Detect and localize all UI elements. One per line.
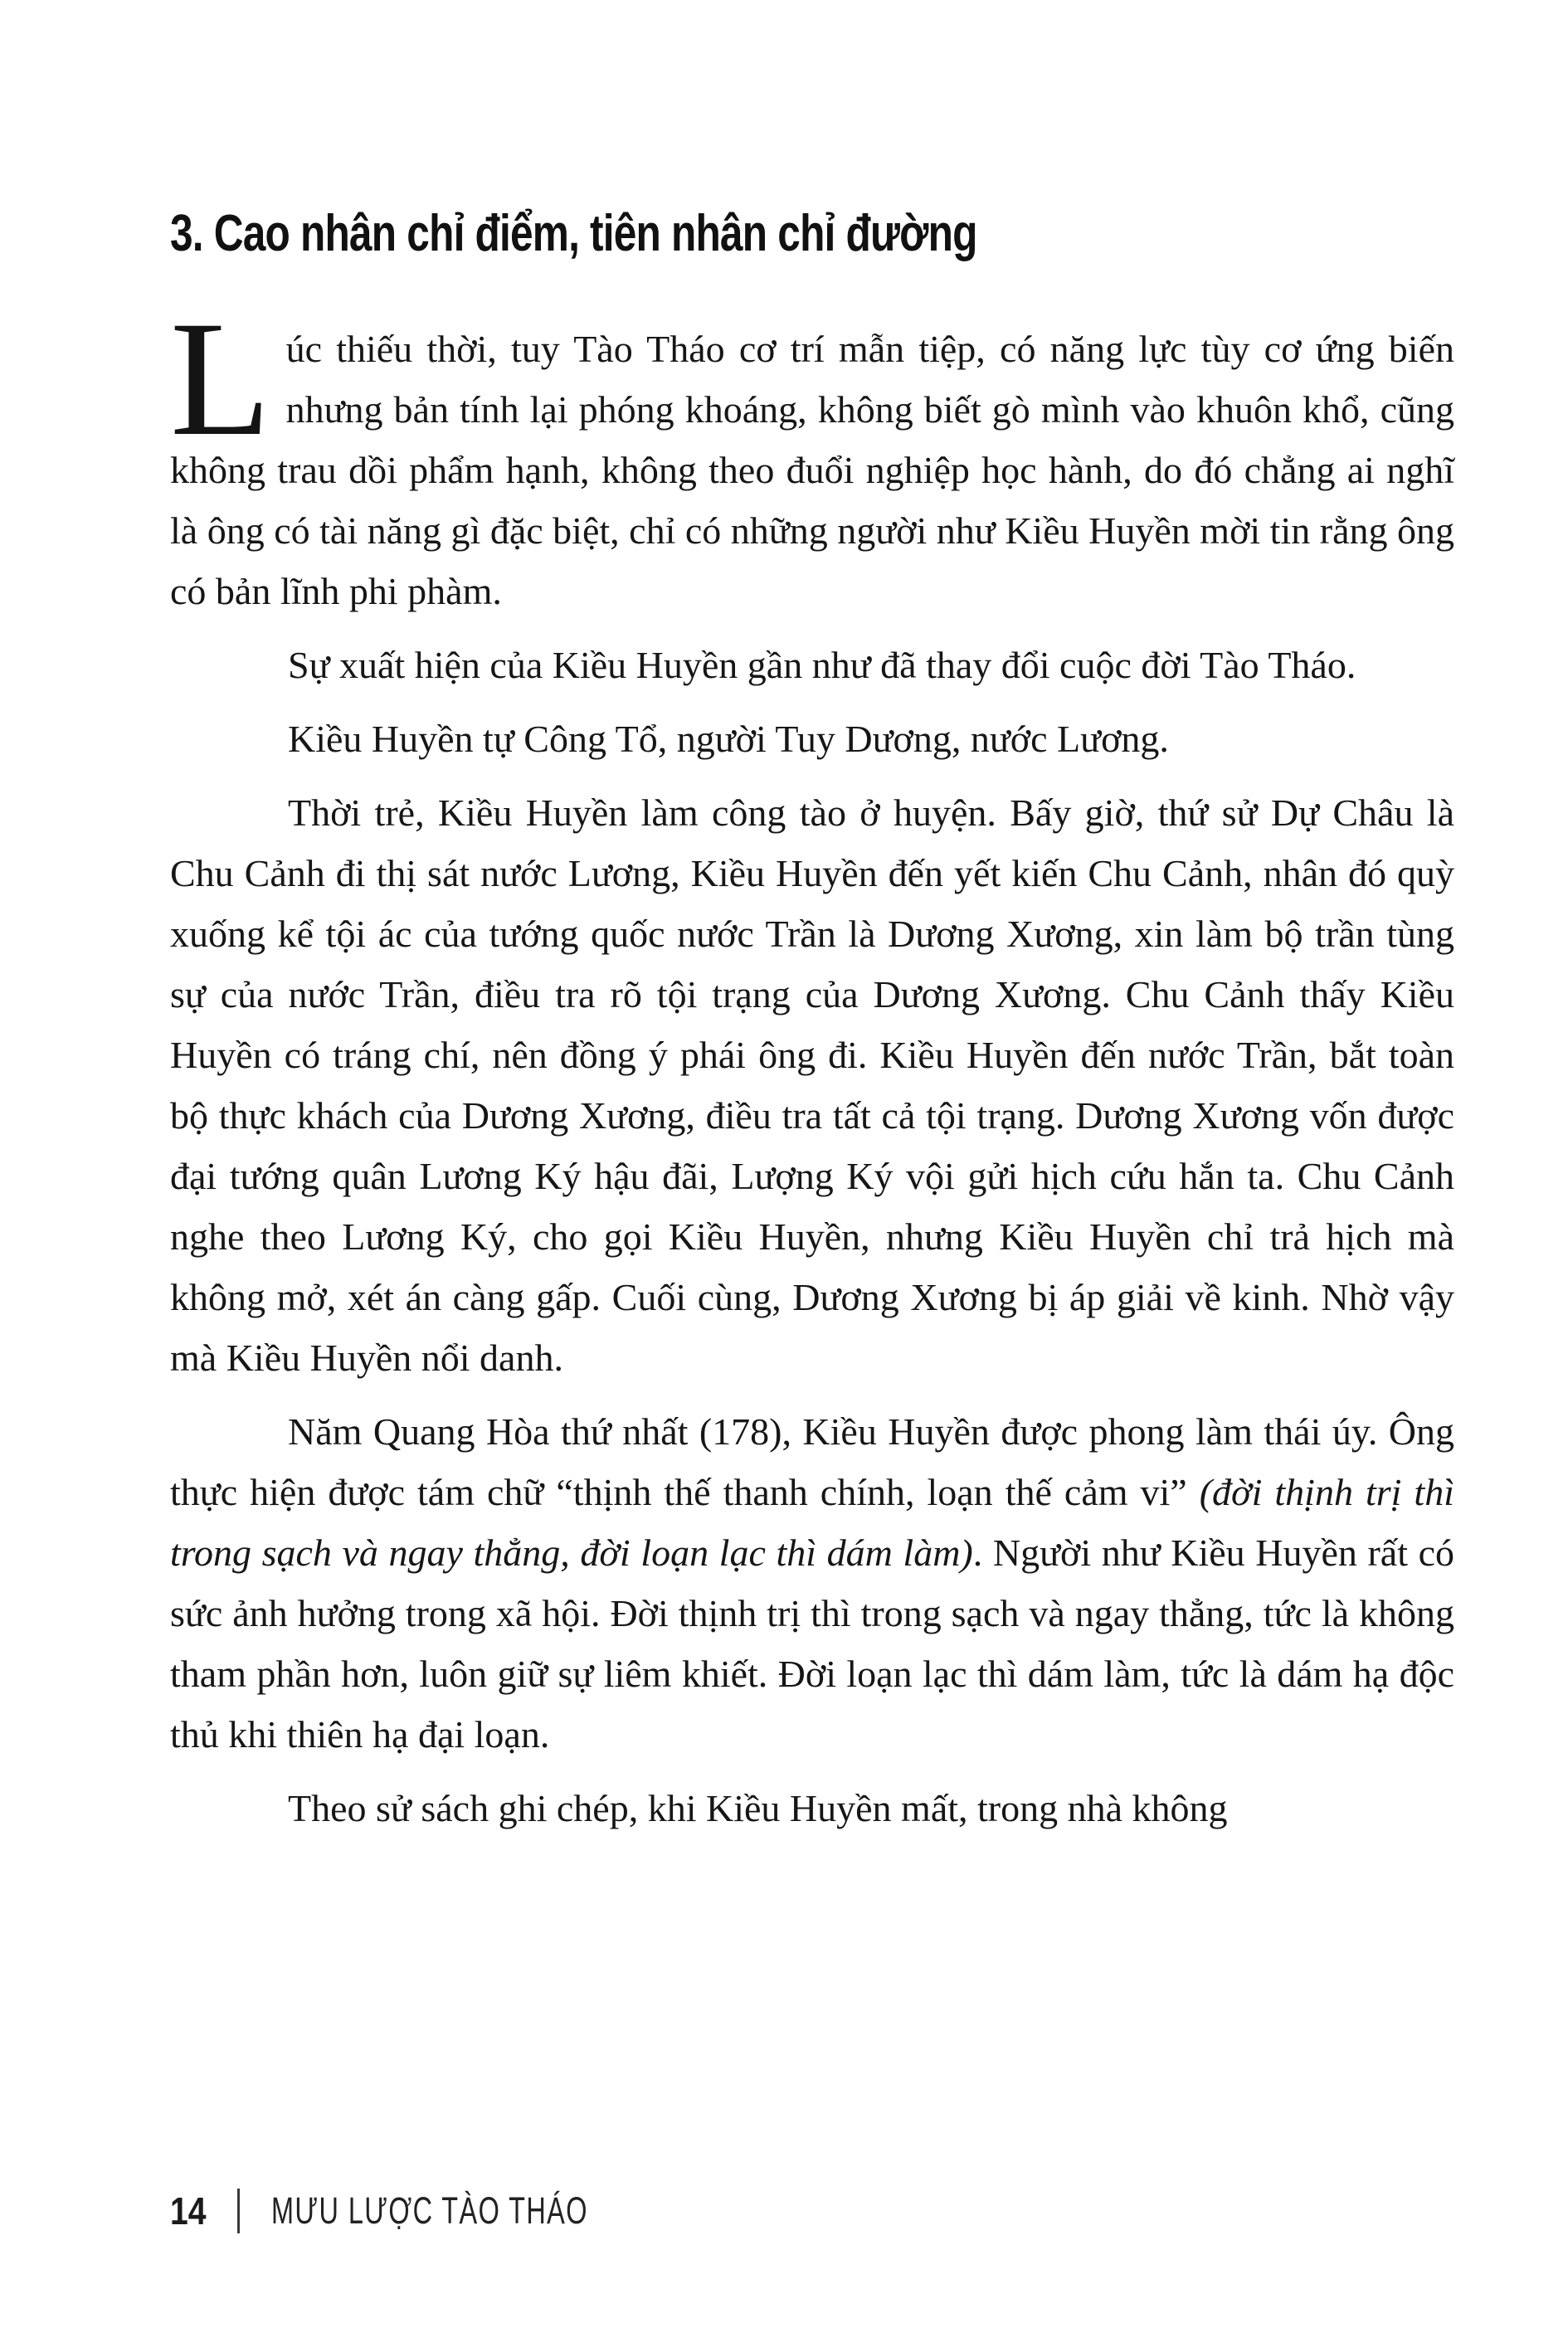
paragraph bbox=[170, 288, 1454, 621]
paragraph-text: Theo sử sách ghi chép, khi Kiều Huyền mất, trong nhà không bbox=[288, 1787, 1228, 1830]
paragraph bbox=[170, 635, 1454, 695]
paragraph-text: Kiều Huyền tự Công Tổ, người Tuy Dương, nước Lương. bbox=[288, 718, 1169, 761]
page-footer bbox=[170, 2189, 712, 2233]
paragraph-text: Thời trẻ, Kiều Huyền làm công tào ở huyện. Bấy giờ, thứ sử Dự Châu là Chu Cảnh đi thị sát nước Lương, Kiều Huyền đến yết kiến Chu Cảnh, nhân đó quỳ xuống kể tội ác của tướng quốc nước Trần là Dương Xương, xin làm bộ trần tùng sự của nước Trần, điều tra rõ tội trạng của Dương Xương. Chu Cảnh thấy Kiều Huyền có tráng chí, nên đồng ý phái ông đi. Kiều Huyền đến nước Trần, bắt toàn bộ thực khách của Dương Xương, điều tra tất cả tội trạng. Dương Xương vốn được đại tướng quân Lương Ký hậu đãi, Lượng Ký vội gửi hịch cứu hắn ta. Chu Cảnh nghe theo Lương Ký, cho gọi Kiều Huyền, nhưng Kiều Huyền chỉ trả hịch mà không mở, xét án càng gấp. Cuối cùng, Dương Xương bị áp giải về kinh. Nhờ vậy mà Kiều Huyền nổi danh. bbox=[170, 791, 1454, 1380]
paragraph-text: . Người như Kiều Huyền rất có sức ảnh hưởng trong xã hội. Đời thịnh trị thì trong sạch và ngay thẳng, tức là không tham phần hơn, luôn giữ sự liêm khiết. Đời loạn lạc thì dám làm, tức là dám hạ độc thủ khi thiên hạ đại loạn. bbox=[170, 1531, 1454, 1756]
running-title: MƯU LƯỢC TÀO THÁO bbox=[271, 2189, 589, 2232]
page-number: 14 bbox=[170, 2189, 207, 2233]
paragraph-text: úc thiếu thời, tuy Tào Tháo cơ trí mẫn tiệp, có năng lực tùy cơ ứng biến nhưng bản tính lại phóng khoáng, không biết gò mình vào khuôn khổ, cũng không trau dồi phẩm hạnh, không theo đuổi nghiệp học hành, do đó chẳng ai nghĩ là ông có tài năng gì đặc biệt, chỉ có những người như Kiều Huyền mời tin rằng ông có bản lĩnh phi phàm. bbox=[170, 328, 1454, 613]
paragraph bbox=[170, 709, 1454, 769]
paragraph bbox=[170, 1401, 1454, 1765]
footer-separator bbox=[237, 2189, 240, 2233]
chapter-heading: 3. Cao nhân chỉ điểm, tiên nhân chỉ đường bbox=[170, 205, 977, 262]
page-content bbox=[170, 206, 1454, 1838]
paragraph bbox=[170, 782, 1454, 1388]
paragraph-text-italic: (đời thịnh trị thì trong sạch và ngay thẳng, đời loạn lạc thì dám làm) bbox=[170, 1471, 1454, 1575]
paragraph bbox=[170, 1778, 1454, 1838]
drop-cap: L bbox=[170, 288, 271, 471]
paragraph-text: Năm Quang Hòa thứ nhất (178), Kiều Huyền được phong làm thái úy. Ông thực hiện được tám chữ “thịnh thế thanh chính, loạn thế cảm vi” bbox=[170, 1410, 1454, 1514]
paragraph-text: Sự xuất hiện của Kiều Huyền gần như đã thay đổi cuộc đời Tào Tháo. bbox=[288, 644, 1356, 687]
